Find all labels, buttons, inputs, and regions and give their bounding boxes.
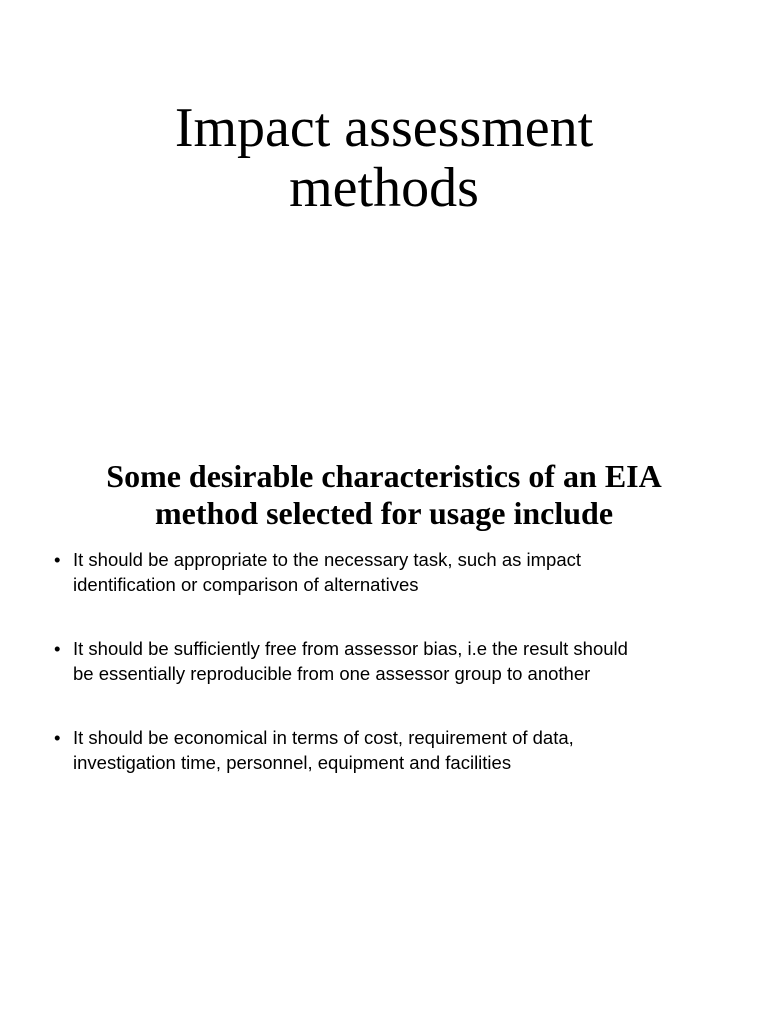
section-heading-line-1: Some desirable characteristics of an EIA [106,458,662,494]
bullet-text-line-2: be essentially reproducible from one assessor group to another [73,662,591,684]
bullet-item-economical [52,726,732,775]
bullet-dot-icon: • [54,549,61,570]
bullet-text-line-2: investigation time, personnel, equipment and facilities [73,751,512,773]
slide-title-line-2: methods [289,157,479,219]
bullet-dot-icon: • [54,727,61,748]
bullet-text-line-1: It should be economical in terms of cost, requirement of data, [73,727,574,748]
bullet-list [52,548,732,815]
slide-title [0,98,768,218]
section-heading [40,458,728,532]
bullet-item-appropriate [52,548,732,597]
bullet-item-bias-free [52,637,732,686]
bullet-text-line-1: It should be sufficiently free from assessor bias, i.e the result should [73,638,628,659]
bullet-text-line-2: identification or comparison of alternatives [73,573,419,595]
slide-title-line-1: Impact assessment [174,97,594,159]
bullet-text-line-1: It should be appropriate to the necessary task, such as impact [73,549,582,570]
bullet-dot-icon: • [54,638,61,659]
section-heading-line-2: method selected for usage include [154,495,614,531]
